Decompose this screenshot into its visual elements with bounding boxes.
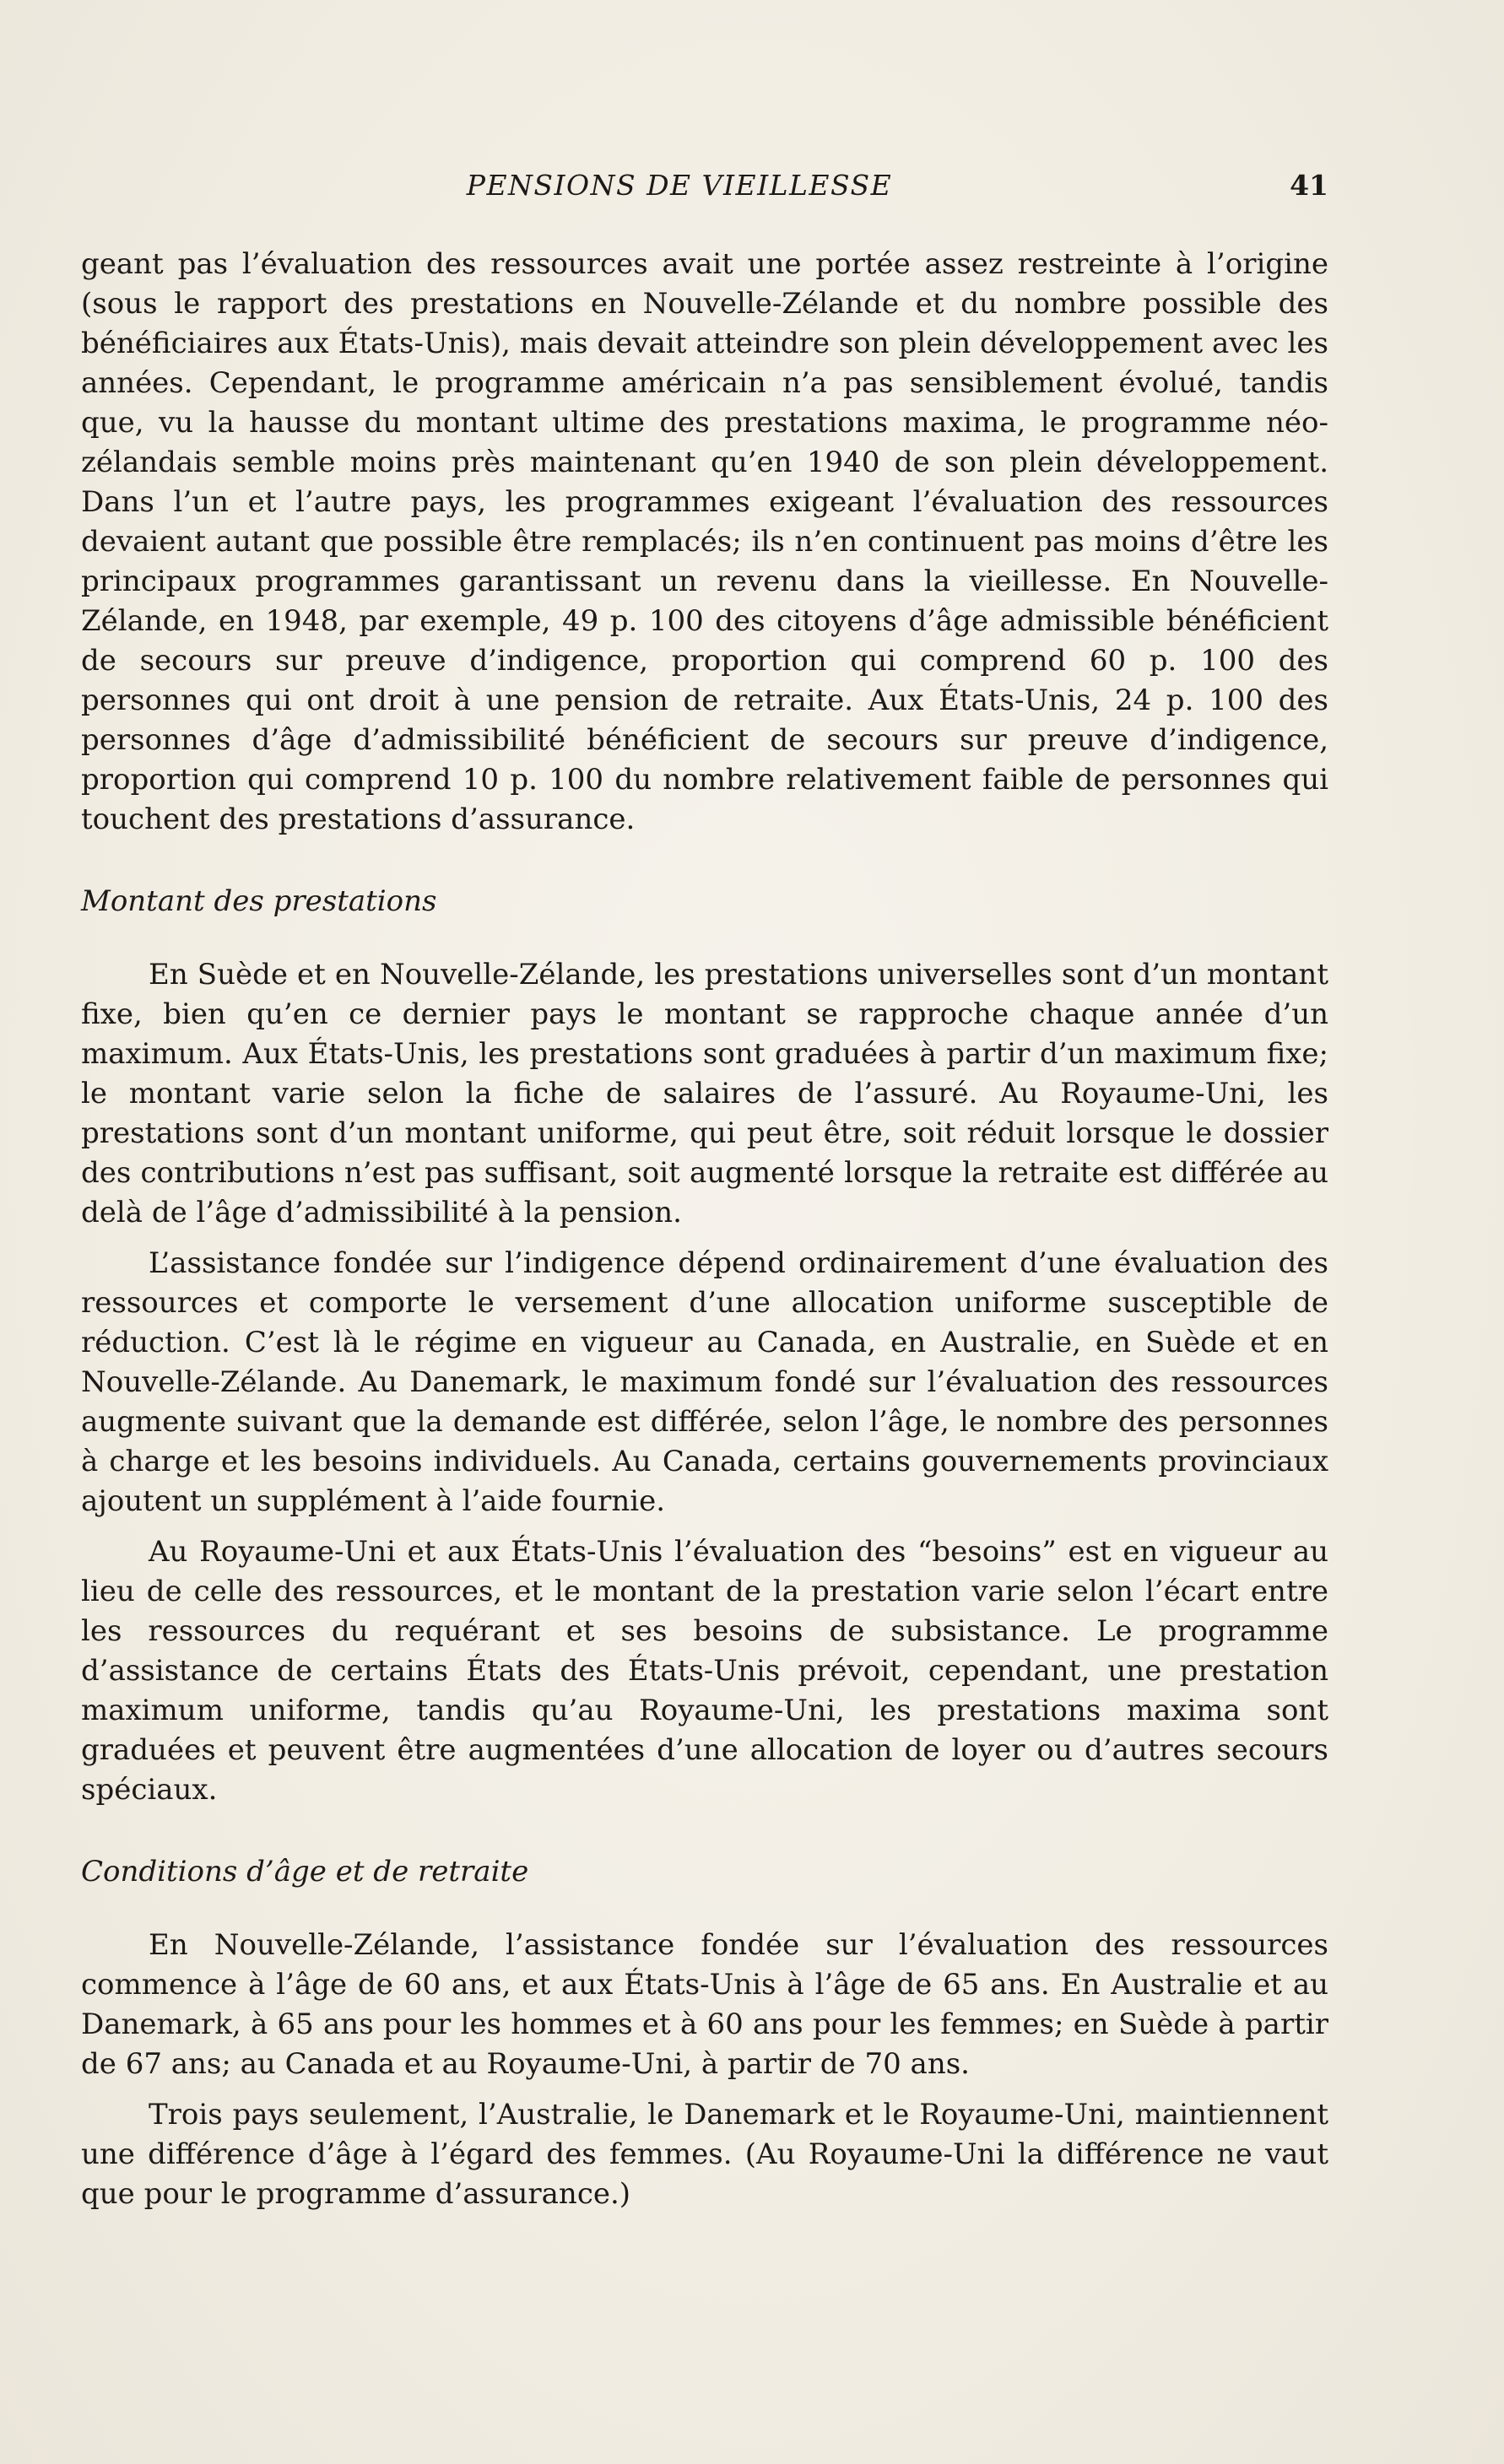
running-title: PENSIONS DE VIEILLESSE	[466, 169, 893, 202]
page-number: 41	[1290, 169, 1328, 202]
running-header	[81, 169, 1328, 211]
paragraph-continued: geant pas l’évaluation des ressources avait une portée assez restreinte à l’origine (sous le rapport des prestations en Nouvelle-Zélande et du nombre possible des bénéficiaires aux États-Unis), mais devait atteindre son plein développement avec les années. Cependant, le programme américain n’a pas sensiblement évolué, tandis que, vu la hausse du montant ultime des prestations maxima, le programme néo-zélandais semble moins près maintenant qu’en 1940 de son plein développement. Dans l’un et l’autre pays, les programmes exigeant l’évaluation des ressources devaient autant que possible être remplacés; ils n’en continuent pas moins d’être les principaux programmes garantissant un revenu dans la vieillesse. En Nouvelle-Zélande, en 1948, par exemple, 49 p. 100 des citoyens d’âge admissible bénéficient de secours sur preuve d’indigence, proportion qui comprend 60 p. 100 des personnes qui ont droit à une pension de retraite. Aux États-Unis, 24 p. 100 des personnes d’âge d’admissibilité bénéficient de secours sur preuve d’indigence, proportion qui comprend 10 p. 100 du nombre relativement faible de personnes qui touchent des prestations d’assurance.	[81, 247, 1328, 836]
paragraph: En Suède et en Nouvelle-Zélande, les prestations universelles sont d’un montant fixe, bien qu’en ce dernier pays le montant se rapproche chaque année d’un maximum. Aux États-Unis, les prestations sont graduées à partir d’un maximum fixe; le montant varie selon la fiche de salaires de l’assuré. Au Royaume-Uni, les prestations sont d’un montant uniforme, qui peut être, soit réduit lorsque le dossier des contributions n’est pas suffisant, soit augmenté lorsque la retraite est différée au delà de l’âge d’admissibilité à la pension.	[81, 958, 1328, 1229]
paragraph: En Nouvelle-Zélande, l’assistance fondée sur l’évaluation des ressources commence à l’âge de 60 ans, et aux États-Unis à l’âge de 65 ans. En Australie et au Danemark, à 65 ans pour les hommes et à 60 ans pour les femmes; en Suède à partir de 67 ans; au Canada et au Royaume-Uni, à partir de 70 ans.	[81, 1928, 1328, 2081]
section-heading-montant: Montant des prestations	[81, 884, 437, 918]
paragraph: Au Royaume-Uni et aux États-Unis l’évaluation des “besoins” est en vigueur au lieu de celle des ressources, et le montant de la prestation varie selon l’écart entre les ressources du requérant et ses besoins de subsistance. Le programme d’assistance de certains États des États-Unis prévoit, cependant, une prestation maximum uniforme, tandis qu’au Royaume-Uni, les prestations maxima sont graduées et peuvent être augmentées d’une allocation de loyer ou d’autres secours spéciaux.	[81, 1535, 1328, 1807]
paragraph: L’assistance fondée sur l’indigence dépend ordinairement d’une évaluation des ressources et comporte le versement d’une allocation uniforme susceptible de réduction. C’est là le régime en vigueur au Canada, en Australie, en Suède et en Nouvelle-Zélande. Au Danemark, le maximum fondé sur l’évaluation des ressources augmente suivant que la demande est différée, selon l’âge, le nombre des personnes à charge et les besoins individuels. Au Canada, certains gouvernements provinciaux ajoutent un supplément à l’aide fournie.	[81, 1246, 1328, 1518]
section-heading-conditions: Conditions d’âge et de retraite	[81, 1855, 529, 1889]
body-text	[81, 245, 1328, 2214]
paragraph: Trois pays seulement, l’Australie, le Danemark et le Royaume-Uni, maintiennent une différence d’âge à l’égard des femmes. (Au Royaume-Uni la différence ne vaut que pour le programme d’assurance.)	[81, 2098, 1328, 2211]
